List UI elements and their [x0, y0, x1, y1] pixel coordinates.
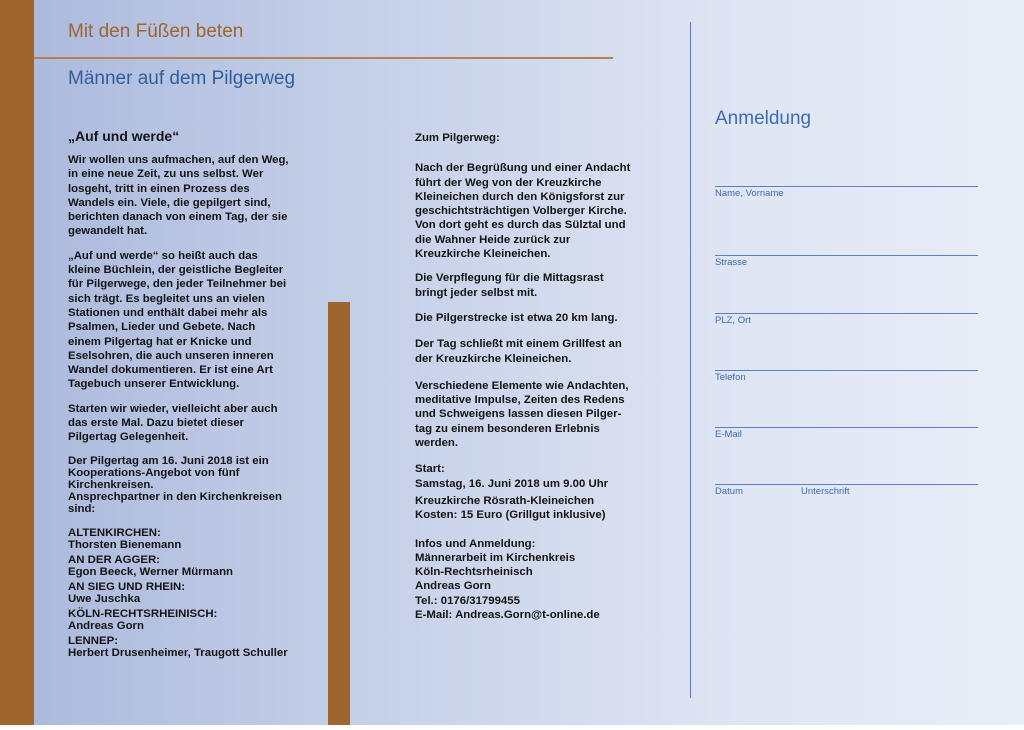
contact-region: KÖLN-RECHTSRHEINISCH:: [68, 607, 218, 620]
email-field-line[interactable]: [715, 427, 978, 428]
email-field-label: E-Mail: [715, 429, 742, 440]
name-field-line[interactable]: [715, 186, 978, 187]
title-underline: [34, 57, 613, 59]
contact-item: [68, 608, 318, 632]
page-title: Mit den Füßen beten: [68, 21, 244, 42]
contact-region: LENNEP:: [68, 634, 118, 647]
page-subtitle: Männer auf dem Pilgerweg: [68, 68, 296, 89]
route-paragraph: Nach der Begrüßung und einer Andacht führt der Weg von der Kreuzkirche Kleineichen durch den Königsforst zur geschichtsträchtigen Volberger Kirche. Von dort geht es durch das Sülztal und die Wahner Heide zurück zur Kreuzkirche Kleineichen.: [415, 162, 631, 261]
fold-divider-line: [690, 22, 691, 698]
start-info: Start: Samstag, 16. Juni 2018 um 9.00 Uhr: [415, 463, 609, 490]
catering-paragraph: Die Verpflegung für die Mittagsrast bringt jeder selbst mit.: [415, 272, 604, 299]
contact-region: ALTENKIRCHEN:: [68, 526, 161, 539]
street-field-label: Strasse: [715, 257, 748, 268]
contact-item: [68, 554, 318, 578]
name-field-label: Name, Vorname: [715, 188, 784, 199]
city-field-line[interactable]: [715, 313, 978, 314]
cooperation-paragraph: Der Pilgertag am 16. Juni 2018 ist ein Kooperations-Angebot von fünf Kirchenkreisen. Ansprechpartner in den Kirchenkreisen sind:: [68, 454, 282, 515]
date-label: Datum: [715, 486, 743, 497]
middle-column-heading: Zum Pilgerweg:: [415, 132, 500, 144]
contact-region: AN DER AGGER:: [68, 553, 160, 566]
phone-field-label: Telefon: [715, 372, 746, 383]
place-cost-info: Kreuzkirche Rösrath-Kleineichen Kosten: 15 Euro (Grillgut inklusive): [415, 494, 606, 522]
date-signature-line[interactable]: [715, 484, 978, 485]
city-field-label: PLZ, Ort: [715, 315, 751, 326]
contact-item: [68, 527, 318, 551]
elements-paragraph: Verschiedene Elemente wie Andachten, meditative Impulse, Zeiten des Redens und Schweigens lassen diesen Pilger- tag zu einem besonderen Erlebnis werden.: [415, 379, 629, 450]
contact-name: Andreas Gorn: [68, 619, 144, 632]
contact-name: Herbert Drusenheimer, Traugott Schuller: [68, 646, 288, 659]
booklet-paragraph: „Auf und werde“ so heißt auch das kleine Büchlein, der geistliche Begleiter für Pilgerwege, den jeder Teilnehmer bei sich trägt. Es begleitet uns an vielen Stationen und enthält dabei mehr als Psalmen, Lieder und Gebete. Nach einem Pilgertag hat er Knicke und Eselsohren, die auch unseren inneren Wandel dokumentieren. Er ist eine Art Tagebuch unserer Entwicklung.: [68, 249, 287, 391]
contact-info: Infos und Anmeldung: Männerarbeit im Kirchenkreis Köln-Rechtsrheinisch Andreas Gorn Tel.: 0176/31799455 E-Mail: Andreas.Gorn@t-online.de: [415, 537, 600, 622]
contact-list: [68, 527, 318, 659]
middle-text-column: [415, 131, 665, 632]
contact-item: [68, 581, 318, 605]
phone-field-line[interactable]: [715, 370, 978, 371]
contact-name: Egon Beeck, Werner Mürmann: [68, 565, 233, 578]
contact-name: Thorsten Bienemann: [68, 538, 182, 551]
registration-title: Anmeldung: [715, 108, 812, 129]
contact-item: [68, 635, 318, 659]
signature-label: Unterschrift: [801, 486, 850, 497]
contact-region: AN SIEG UND RHEIN:: [68, 580, 186, 593]
distance-paragraph: Die Pilgerstrecke ist etwa 20 km lang.: [415, 311, 618, 324]
left-brown-bar: [0, 0, 34, 725]
contact-name: Uwe Juschka: [68, 592, 141, 605]
barbecue-paragraph: Der Tag schließt mit einem Grillfest an der Kreuzkirche Kleineichen.: [415, 338, 622, 365]
middle-brown-bar: [328, 302, 350, 725]
intro-paragraph: Wir wollen uns aufmachen, auf den Weg, in eine neue Zeit, zu uns selbst. Wer losgeht, tritt in einen Prozess des Wandels ein. Viele, die gepilgert sind, berichten danach von einem Tag, der sie gewandelt hat.: [68, 154, 289, 238]
left-column-heading: „Auf und werde“: [68, 128, 180, 144]
invitation-paragraph: Starten wir wieder, vielleicht aber auch das erste Mal. Dazu bietet dieser Pilgertag Gelegenheit.: [68, 402, 278, 444]
left-text-column: [68, 128, 318, 662]
street-field-line[interactable]: [715, 255, 978, 256]
